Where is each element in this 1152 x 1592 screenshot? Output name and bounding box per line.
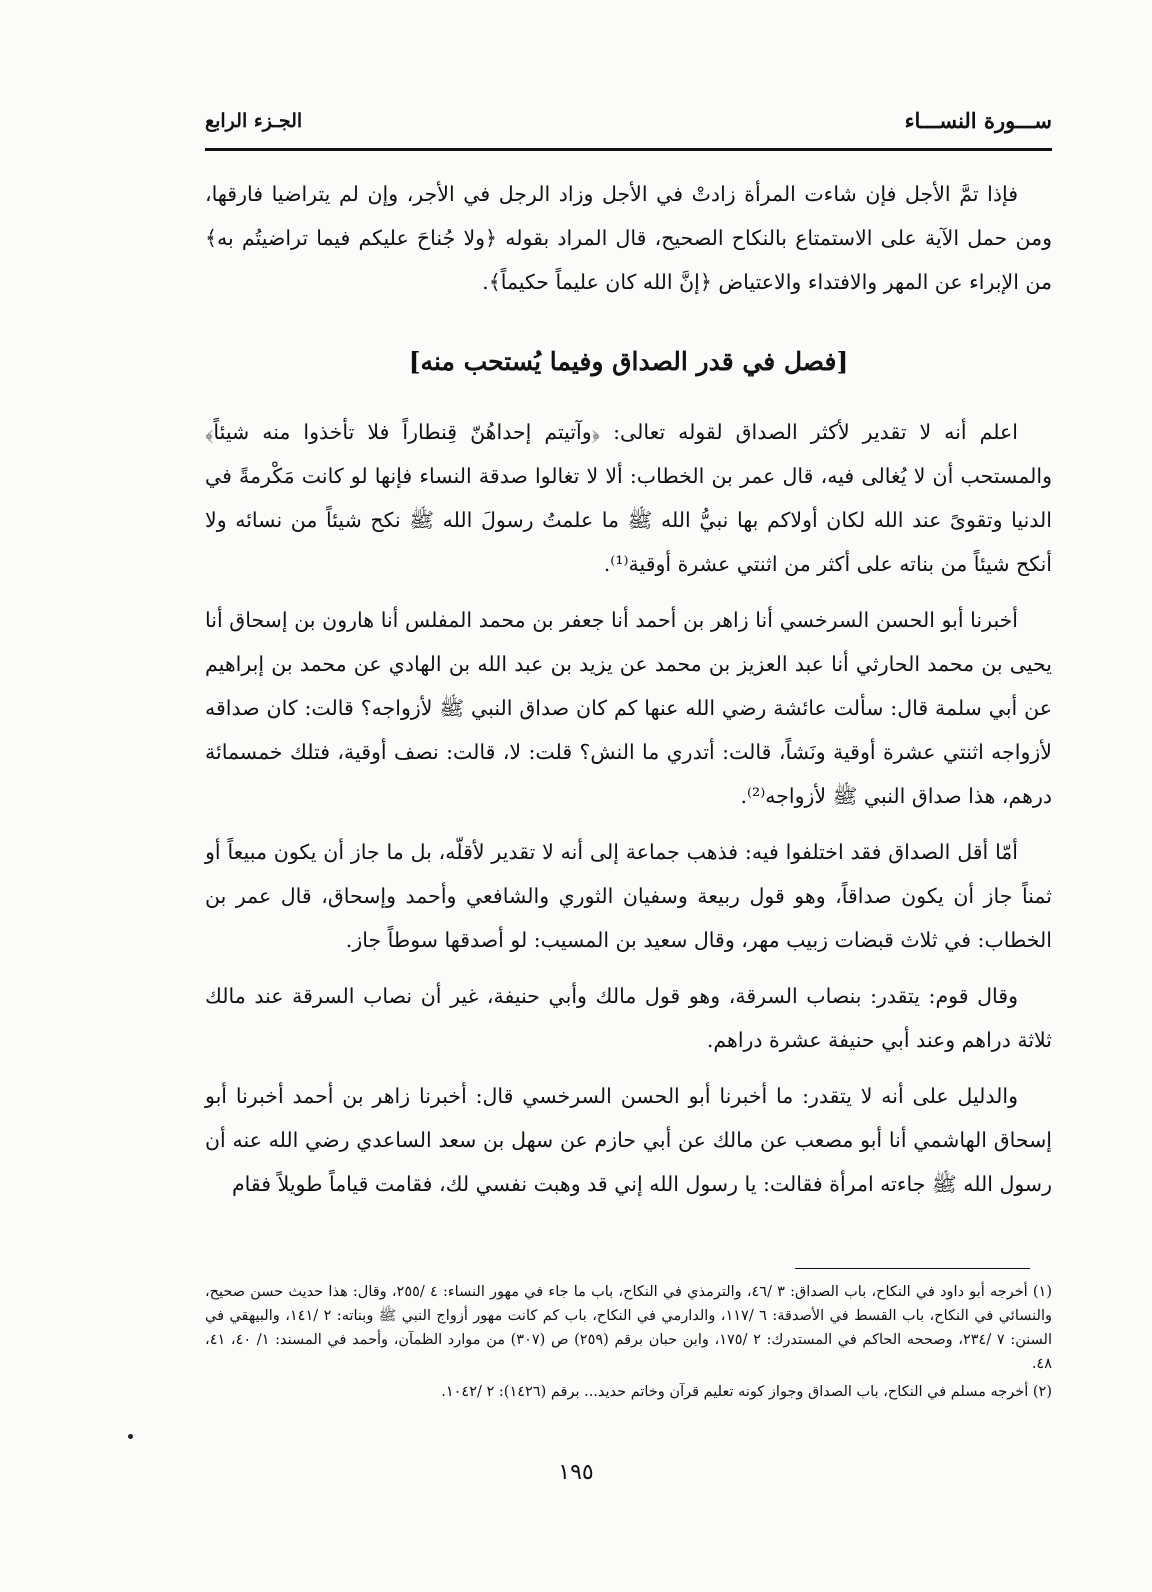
footnotes bbox=[205, 1280, 1052, 1408]
section-title: [فصل في قدر الصداق وفيما يُستحب منه] bbox=[408, 347, 849, 376]
surah-title: ســـورة النســـاء bbox=[904, 108, 1052, 133]
footnote-2: (٢) أخرجه مسلم في النكاح، باب الصداق وجواز كونه تعليم قرآن وخاتم حديد... برقم (١٤٢٦): ٢ /١٠٤٢. bbox=[441, 1384, 1052, 1400]
paragraph: أخبرنا أبو الحسن السرخسي أنا زاهر بن أحمد أنا جعفر بن محمد المفلس أنا هارون بن إسحاق أنا يحيى بن محمد الحارثي أنا عبد العزيز بن محمد عن يزيد بن عبد الله بن الهادي عن محمد بن إبراهيم عن أبي سلمة قال: سألت عائشة رضي الله عنها كم كان صداق النبي ﷺ لأزواجه؟ قالت: كان صداقه لأزواجه اثنتي عشرة أوقية ونَشاً، قالت: أتدري ما النش؟ قلت: لا، قالت: نصف أوقية، فتلك خمسمائة درهم، هذا صداق النبي ﷺ لأزواجه⁽²⁾. bbox=[205, 608, 1052, 808]
footnote-rule bbox=[795, 1268, 1030, 1269]
footnote-1: (١) أخرجه أبو داود في النكاح، باب الصداق: ٣ /٤٦، والترمذي في النكاح، باب ما جاء في مهور النساء: ٤ /٢٥٥، وقال: هذا حديث حسن صحيح، والنسائي في النكاح، باب القسط في الأصدقة: ٦ /١١٧، والدارمي في النكاح، باب كم كانت مهور أزواج النبي ﷺ وبناته: ٢ /١٤١، والبيهقي في السنن: ٧ /٢٣٤، وصححه الحاكم في المستدرك: ٢ /١٧٥، وابن حبان برقم (٢٥٩) ص (٣٠٧) من موارد الظمآن، وأحمد في المسند: ١/ ٤٠، ٤١، ٤٨. bbox=[205, 1284, 1053, 1372]
paragraph-opening: فإذا تمَّ الأجل فإن شاءت المرأة زادتْ في الأجل وزاد الرجل في الأجر، وإن لم يتراضيا فارقها، ومن حمل الآية على الاستمتاع بالنكاح الصحيح، قال المراد بقوله ﴿ولا جُناحَ عليكم فيما تراضيتُم به﴾ من الإبراء عن المهر والافتداء والاعتياض ﴿إنَّ الله كان عليماً حكيماً﴾. bbox=[205, 182, 1052, 294]
paragraph: اعلم أنه لا تقدير لأكثر الصداق لقوله تعالى: ﴿وآتيتم إحداهُنّ قِنطاراً فلا تأخذوا منه شيئاً﴾ والمستحب أن لا يُغالى فيه، قال عمر بن الخطاب: ألا لا تغالوا صدقة النساء فإنها لو كانت مَكْرمةً في الدنيا وتقوىً عند الله لكان أولاكم بها نبيُّ الله ﷺ ما علمتُ رسولَ الله ﷺ نكح شيئاً من نسائه ولا أنكح شيئاً من بناته على أكثر من اثنتي عشرة أوقية⁽¹⁾. bbox=[205, 420, 1052, 576]
paragraph: أمّا أقل الصداق فقد اختلفوا فيه: فذهب جماعة إلى أنه لا تقدير لأقلّه، بل ما جاز أن يكون مبيعاً أو ثمناً جاز أن يكون صداقاً، وهو قول ربيعة وسفيان الثوري والشافعي وأحمد وإسحاق، قال عمر بن الخطاب: في ثلاث قبضات زبيب مهر، وقال سعيد بن المسيب: لو أصدقها سوطاً جاز. bbox=[205, 840, 1052, 952]
paragraph: والدليل على أنه لا يتقدر: ما أخبرنا أبو الحسن السرخسي قال: أخبرنا زاهر بن أحمد أخبرنا أبو إسحاق الهاشمي أنا أبو مصعب عن مالك عن أبي حازم عن سهل بن سعد الساعدي رضي الله عنه أن رسول الله ﷺ جاءته امرأة فقالت: يا رسول الله إني قد وهبت نفسي لك، فقامت قياماً طويلاً فقام bbox=[205, 1084, 1052, 1196]
page-number: ١٩٥ bbox=[558, 1460, 594, 1485]
running-header bbox=[205, 108, 1052, 144]
paragraph: وقال قوم: يتقدر: بنصاب السرقة، وهو قول مالك وأبي حنيفة، غير أن نصاب السرقة عند مالك ثلاثة دراهم وعند أبي حنيفة عشرة دراهم. bbox=[205, 984, 1052, 1052]
main-text bbox=[205, 172, 1052, 1218]
header-rule bbox=[205, 148, 1052, 151]
stray-mark bbox=[128, 1434, 133, 1439]
volume-label: الجـزء الرابع bbox=[205, 110, 303, 132]
